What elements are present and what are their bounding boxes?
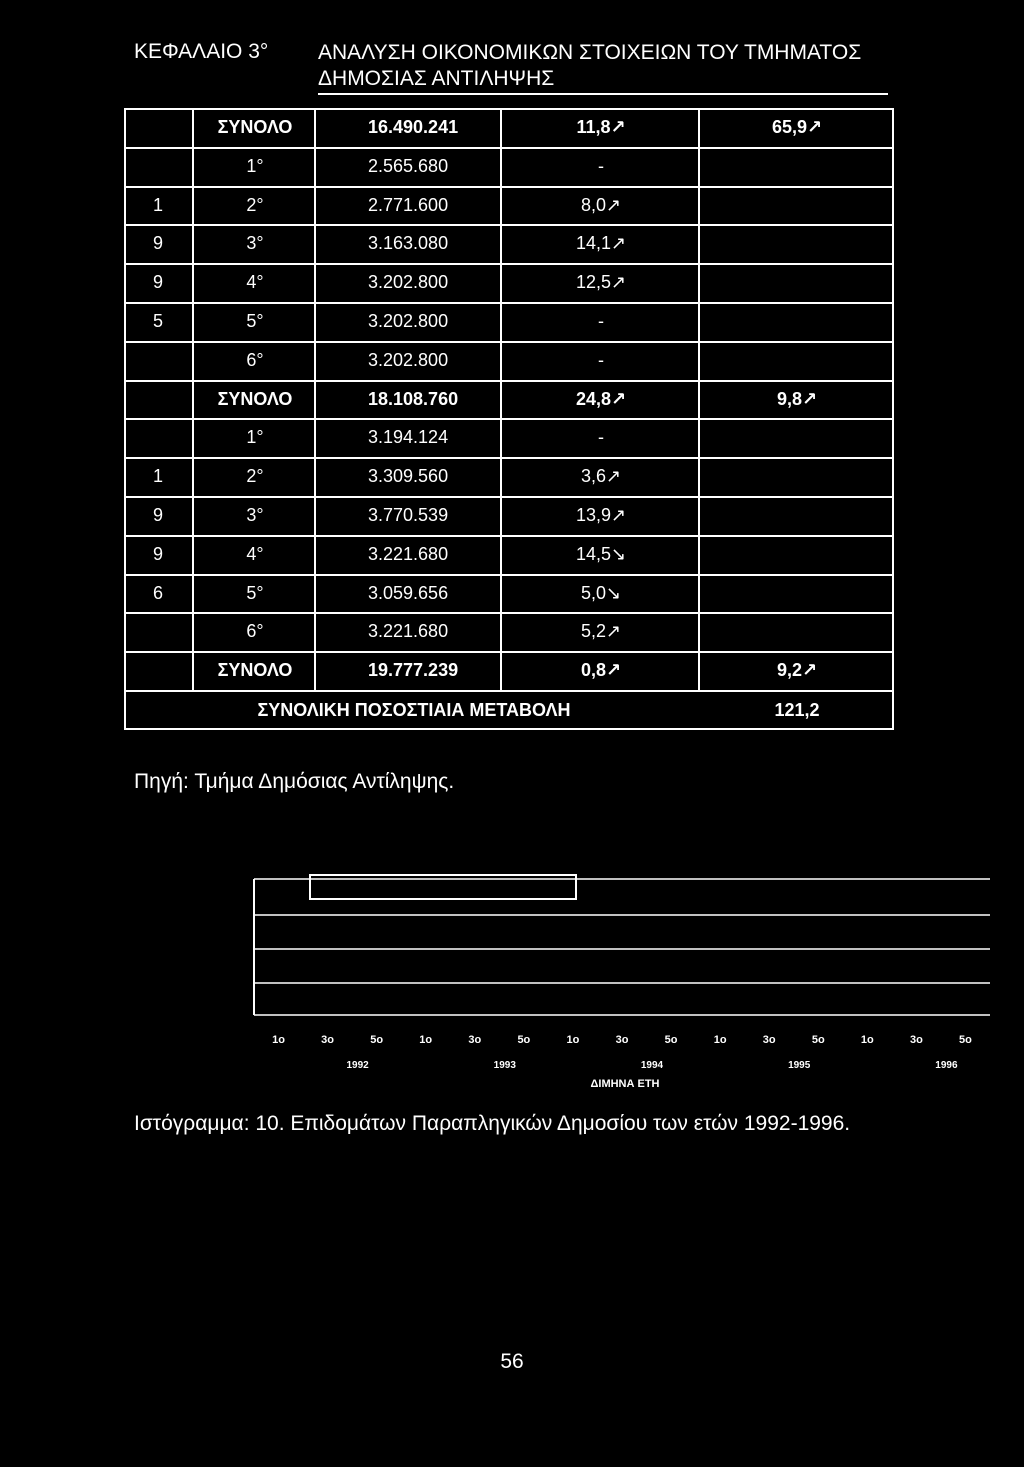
row-divider: [124, 108, 894, 110]
period-cell: ΣΥΝΟΛΟ: [217, 117, 293, 137]
year-cell: [124, 380, 192, 419]
amount-cell: 3.194.124: [368, 427, 449, 448]
chapter-title: [318, 40, 861, 92]
x-tick-label: 1o: [272, 1034, 285, 1046]
table-border-left: [124, 612, 126, 651]
annual-change-cell: 9,2↗: [776, 660, 818, 681]
table-row: [124, 457, 894, 496]
column-divider: [314, 380, 316, 419]
column-divider: [314, 651, 316, 690]
table-border-right: [892, 341, 894, 380]
column-divider: [192, 186, 194, 225]
table-border-left: [124, 263, 126, 302]
column-divider: [500, 147, 502, 186]
amount-cell: 16.490.241: [368, 117, 459, 137]
percent-change-cell: -: [598, 349, 604, 370]
x-tick-label: 1o: [419, 1034, 433, 1046]
x-tick-label: 3o: [468, 1034, 482, 1046]
table-border-right: [892, 612, 894, 651]
column-divider: [500, 535, 502, 574]
column-divider: [698, 341, 700, 380]
column-divider: [500, 457, 502, 496]
total-change-value: 121,2: [774, 699, 820, 720]
column-divider: [500, 496, 502, 535]
table-border-right: [892, 224, 894, 263]
column-divider: [698, 108, 700, 147]
period-cell: 6°: [246, 621, 264, 642]
table-border-right: [892, 651, 894, 690]
period-cell: 1°: [246, 427, 264, 448]
row-divider: [124, 380, 894, 382]
table-row: [124, 263, 894, 302]
column-divider: [314, 108, 316, 147]
year-cell: [124, 651, 192, 690]
table-border-right: [892, 457, 894, 496]
year-label: 1993: [493, 1060, 516, 1071]
column-divider: [698, 224, 700, 263]
year-cell: [124, 341, 192, 380]
annual-change-cell: [700, 224, 894, 263]
histogram-chart: [240, 865, 1000, 1095]
percent-change-cell: 3,6↗: [580, 466, 622, 487]
table-border-right: [892, 263, 894, 302]
column-divider: [698, 535, 700, 574]
table-border-left: [124, 186, 126, 225]
x-tick-label: 3o: [909, 1034, 923, 1046]
column-divider: [314, 263, 316, 302]
period-cell: 4°: [246, 272, 264, 293]
column-divider: [500, 302, 502, 341]
column-divider: [500, 418, 502, 457]
x-tick-label: 5o: [664, 1034, 678, 1046]
table-border-left: [124, 380, 126, 419]
column-divider: [500, 341, 502, 380]
amount-cell: 3.309.560: [368, 466, 449, 487]
annual-change-cell: [700, 574, 894, 613]
table-row: [124, 574, 894, 613]
period-cell: ΣΥΝΟΛΟ: [217, 388, 293, 409]
year-label: 1996: [935, 1060, 958, 1071]
column-divider: [192, 612, 194, 651]
amount-cell: 2.565.680: [368, 155, 449, 176]
column-divider: [500, 224, 502, 263]
year-label: 1992: [346, 1060, 369, 1071]
row-divider: [124, 457, 894, 459]
table-row: [124, 224, 894, 263]
table-row: [124, 651, 894, 690]
column-divider: [698, 457, 700, 496]
year-cell: [124, 147, 192, 186]
row-divider: [124, 496, 894, 498]
column-divider: [314, 186, 316, 225]
table-border-left: [124, 147, 126, 186]
table-border-left: [124, 496, 126, 535]
annual-change-cell: 65,9↗: [771, 117, 823, 137]
column-divider: [698, 186, 700, 225]
table-row: [124, 535, 894, 574]
amount-cell: 2.771.600: [368, 194, 449, 215]
year-label: 1995: [788, 1060, 811, 1071]
table-border-right: [892, 186, 894, 225]
percent-change-cell: 5,2↗: [580, 621, 622, 642]
chapter-title-line2: ΔΗΜΟΣΙΑΣ ΑΝΤΙΛΗΨΗΣ: [318, 67, 555, 90]
x-tick-label: 5o: [517, 1034, 531, 1046]
column-divider: [314, 457, 316, 496]
column-divider: [314, 224, 316, 263]
amount-cell: 3.202.800: [368, 349, 449, 370]
row-divider: [124, 302, 894, 304]
period-cell: 2°: [246, 466, 264, 487]
column-divider: [192, 147, 194, 186]
column-divider: [698, 651, 700, 690]
percent-change-cell: 8,0↗: [580, 194, 622, 215]
table-row: [124, 341, 894, 380]
column-divider: [314, 302, 316, 341]
table-border-right: [892, 147, 894, 186]
year-cell: 5: [152, 310, 163, 331]
percent-change-cell: -: [598, 155, 604, 176]
year-cell: 9: [152, 233, 163, 254]
column-divider: [192, 380, 194, 419]
total-change-label: ΣΥΝΟΛΙΚΗ ΠΟΣΟΣΤΙΑΙΑ ΜΕΤΑΒΟΛΗ: [257, 699, 571, 720]
source-note: Πηγή: Τμήμα Δημόσιας Αντίληψης.: [134, 770, 455, 793]
table-border-right: [892, 302, 894, 341]
year-cell: 1: [152, 466, 163, 487]
table-row: [124, 147, 894, 186]
row-divider: [124, 224, 894, 226]
column-divider: [500, 380, 502, 419]
percent-change-cell: 24,8↗: [575, 388, 627, 409]
table-row: [124, 302, 894, 341]
data-table: [124, 108, 894, 730]
annual-change-cell: [700, 147, 894, 186]
x-tick-label: 3o: [615, 1034, 629, 1046]
period-cell: 5°: [246, 582, 264, 603]
column-divider: [314, 496, 316, 535]
x-tick-label: 1o: [566, 1034, 580, 1046]
x-tick-label: 5o: [959, 1034, 972, 1046]
year-cell: 1: [152, 194, 163, 215]
table-border-left: [124, 108, 126, 147]
column-divider: [192, 574, 194, 613]
table-border-right: [892, 496, 894, 535]
table-border-left: [124, 341, 126, 380]
table-body: [124, 108, 894, 690]
column-divider: [500, 612, 502, 651]
column-divider: [192, 224, 194, 263]
table-border-left: [124, 574, 126, 613]
amount-cell: 3.202.800: [368, 310, 449, 331]
table-border-right: [892, 380, 894, 419]
row-divider: [124, 418, 894, 420]
annual-change-cell: [700, 535, 894, 574]
column-divider: [192, 651, 194, 690]
row-divider: [124, 186, 894, 188]
x-tick-label: 1o: [860, 1034, 874, 1046]
row-divider: [124, 535, 894, 537]
period-cell: 5°: [246, 310, 264, 331]
column-divider: [500, 108, 502, 147]
annual-change-cell: [700, 263, 894, 302]
column-divider: [314, 612, 316, 651]
percent-change-cell: 14,5↘: [575, 543, 627, 564]
column-divider: [192, 418, 194, 457]
period-cell: 3°: [246, 233, 264, 254]
column-divider: [698, 380, 700, 419]
table-border-left: [124, 535, 126, 574]
row-divider: [124, 263, 894, 265]
percent-change-cell: 14,1↗: [575, 233, 627, 254]
percent-change-cell: 12,5↗: [575, 272, 627, 293]
page-header: [0, 40, 1024, 100]
row-divider: [124, 651, 894, 653]
period-cell: 3°: [246, 504, 264, 525]
column-divider: [314, 574, 316, 613]
year-cell: 9: [152, 543, 163, 564]
row-divider: [124, 341, 894, 343]
year-cell: 9: [152, 272, 163, 293]
page-number: 56: [500, 1350, 524, 1373]
table-row: [124, 496, 894, 535]
table-row: [124, 612, 894, 651]
column-divider: [698, 574, 700, 613]
year-cell: 9: [152, 504, 163, 525]
column-divider: [500, 651, 502, 690]
row-divider: [124, 574, 894, 576]
x-tick-label: 3o: [321, 1034, 335, 1046]
x-tick-label: 1o: [713, 1034, 727, 1046]
percent-change-cell: -: [598, 427, 604, 448]
column-divider: [314, 418, 316, 457]
column-divider: [698, 263, 700, 302]
row-divider: [124, 612, 894, 614]
amount-cell: 3.202.800: [368, 272, 449, 293]
row-divider: [124, 147, 894, 149]
amount-cell: 3.770.539: [368, 504, 449, 525]
table-border-right: [892, 535, 894, 574]
amount-cell: 3.059.656: [368, 582, 449, 603]
column-divider: [500, 186, 502, 225]
table-border-left: [124, 302, 126, 341]
column-divider: [314, 341, 316, 380]
histogram-svg: [240, 865, 1000, 1095]
x-tick-label: 5o: [370, 1034, 384, 1046]
x-tick-label: 3o: [762, 1034, 776, 1046]
annual-change-cell: [700, 341, 894, 380]
chapter-label: ΚΕΦΑΛΑΙΟ 3°: [134, 40, 269, 63]
year-cell: [124, 108, 192, 147]
amount-cell: 3.221.680: [368, 543, 449, 564]
year-label: 1994: [640, 1060, 664, 1071]
column-divider: [192, 341, 194, 380]
table-border-left: [124, 457, 126, 496]
table-border-right: [892, 108, 894, 147]
column-divider: [500, 263, 502, 302]
year-cell: [124, 612, 192, 651]
percent-change-cell: 11,8↗: [576, 117, 626, 137]
annual-change-cell: [700, 302, 894, 341]
amount-cell: 19.777.239: [368, 660, 459, 681]
amount-cell: 3.163.080: [368, 233, 449, 254]
period-cell: 4°: [246, 543, 264, 564]
period-cell: ΣΥΝΟΛΟ: [217, 660, 293, 681]
total-change-row: [124, 690, 894, 730]
amount-cell: 18.108.760: [368, 388, 459, 409]
table-row: [124, 108, 894, 147]
year-cell: [124, 418, 192, 457]
column-divider: [314, 535, 316, 574]
column-divider: [192, 496, 194, 535]
percent-change-cell: 13,9↗: [575, 504, 627, 525]
column-divider: [698, 612, 700, 651]
column-divider: [698, 496, 700, 535]
table-row: [124, 380, 894, 419]
table-border-right: [892, 418, 894, 457]
annual-change-cell: [700, 612, 894, 651]
column-divider: [192, 302, 194, 341]
annual-change-cell: [700, 496, 894, 535]
table-border-left: [124, 418, 126, 457]
annual-change-cell: 9,8↗: [776, 388, 818, 409]
column-divider: [314, 147, 316, 186]
x-axis-label: ΔΙΜΗΝΑ ΕΤΗ: [590, 1078, 660, 1090]
header-divider: [318, 93, 888, 95]
year-cell: 6: [152, 582, 163, 603]
percent-change-cell: -: [598, 310, 604, 331]
column-divider: [192, 535, 194, 574]
period-cell: 6°: [246, 349, 264, 370]
column-divider: [192, 108, 194, 147]
table-row: [124, 418, 894, 457]
table-border-right: [892, 574, 894, 613]
annual-change-cell: [700, 186, 894, 225]
column-divider: [698, 418, 700, 457]
x-tick-label: 5o: [811, 1034, 825, 1046]
column-divider: [500, 574, 502, 613]
chapter-title-line1: ΑΝΑΛΥΣΗ ΟΙΚΟΝΟΜΙΚΩΝ ΣΤΟΙΧΕΙΩΝ ΤΟΥ ΤΜΗΜΑΤΟΣ: [318, 41, 862, 64]
table-border-left: [124, 651, 126, 690]
amount-cell: 3.221.680: [368, 621, 449, 642]
annual-change-cell: [700, 457, 894, 496]
table-row: [124, 186, 894, 225]
column-divider: [192, 263, 194, 302]
percent-change-cell: 0,8↗: [580, 660, 622, 681]
period-cell: 2°: [246, 194, 264, 215]
column-divider: [698, 147, 700, 186]
period-cell: 1°: [246, 155, 264, 176]
annual-change-cell: [700, 418, 894, 457]
chart-caption: Ιστόγραμμα: 10. Επιδομάτων Παραπληγικών Δημοσίου των ετών 1992-1996.: [134, 1112, 851, 1135]
percent-change-cell: 5,0↘: [580, 582, 622, 603]
table-border-left: [124, 224, 126, 263]
column-divider: [698, 302, 700, 341]
column-divider: [192, 457, 194, 496]
